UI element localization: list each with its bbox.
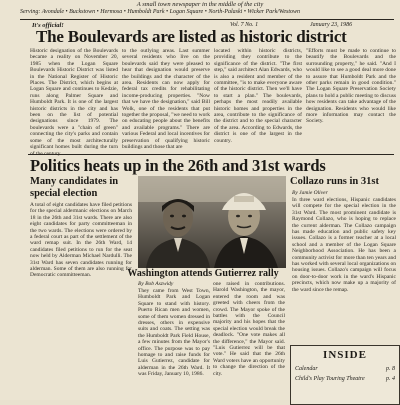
- rally-photo: [138, 176, 286, 268]
- masthead-neighborhoods: Serving: Avondale • Buckstown • Hermosa • Humboldt Park • Logan Square • North-Palaski • Wicker Park/Westown: [20, 9, 301, 15]
- inside-item-label: Child's Play Touring Theatre: [295, 376, 365, 382]
- collazo-col-1: In three ward elections, Hispanic candidates will compete for the special election in the 31st Ward. The most prominent candidate is Raymond Collazo, who is hoping to replace the current alderman. The Collazo campaign has made education and public safety key issues. Collazo is a former teacher at a local school and a member of the Logan Square Neighborhood Association. He has been a community activist for more than ten years and has worked with several local organizations on housing issues. Collazo's campaign will focus on door-to-door work in the ward's Hispanic precincts, which now make up a majority of the ward since the remap.: [292, 197, 397, 293]
- boulevards-col-2: to the outlying areas. Last summer several residents who live on the boulevards said they were pleased to hear that designation would preserve the buildings and the character of the area. Residents can now apply for federal tax credits for rehabilitating income-producing properties. "Now that we have the designation," said Bill Wolk, one of the residents that put together the proposal, "we need to work on educating people about the benefits and available programs." There are various Federal and local incentives for preservation of qualifying historic buildings and those that are: [122, 48, 210, 151]
- official-stamp: It's official!: [32, 22, 64, 29]
- collazo-headline: Collazo runs in 31st: [290, 176, 379, 187]
- rally-headline: Washington attends Gutierrez rally: [127, 268, 279, 279]
- collazo-byline: By Jamie Oliver: [292, 190, 328, 196]
- inside-item-theatre[interactable]: [295, 376, 395, 382]
- boulevards-col-1: Historic designation of the Boulevards became a reality on November 20, 1985 when the Logan Square Boulevards Historic District was listed in the National Register of Historic Places. The District, which begins at Logan Square and continues to Kedzie, runs along Palmer Square and Humboldt Park. It is one of the largest historic districts in the city and has been on the list of potential designations since 1979. The boulevards were a "chain of green" connecting the city's parks and contain some of the most architecturally significant homes built during the turn: [30, 48, 118, 151]
- inside-item-page: p. 4: [386, 376, 395, 382]
- masthead-tagline: A small town newspaper in the middle of the city: [136, 1, 264, 8]
- volume-label: Vol. 7 No. 1: [230, 22, 259, 28]
- rally-col-2: one raised in contributions. Harold Washington, the mayor, entered the room and was greeted with cheers from the crowd. The Mayor spoke of the battles with the Council majority and his hopes that the special election would break the deadlock. "One vote makes all the difference," the Mayor said. "Luis Gutierrez will be that vote." He said that the 26th Ward voters have an opportunity to change the direction of the city.: [213, 281, 285, 377]
- inside-item-label: Calendar: [295, 366, 318, 372]
- inside-title: INSIDE: [323, 349, 367, 361]
- boulevards-col-3: located within historic districts, providing they contribute to the significance of the district. "The first step," said architect Alan Edwards, who is also a resident and member of the committee, "is to make everyone aware of the historic district. Then we'll have to start a plan." The boulevards, perhaps the most readily available historic homes and properties in the area, contribute to the significance of the district and to the special character of the area. According to Edwards, the district is one of the largest in the country.: [214, 48, 302, 144]
- rally-col-1: They came from West Town, Humboldt Park and Logan Square to stand with history. Puerto Rican men and women, some of them women dressed in dresses, others in expensive suits and coats. The setting was the Humboldt Park Field House, a few minutes from the Mayor's office. The purpose was to pay homage to and raise funds for Luis Gutierrez, candidate for alderman in the 26th Ward. It was Friday, January 10, 1986.: [138, 288, 210, 378]
- section-rule: [28, 154, 394, 155]
- rally-byline: By Bob Aszwidy: [138, 281, 174, 287]
- boulevards-col-4: "Efforts must be made to continue to beautify the Boulevards and the surrounding property," he said. "And I would like to see a good deal more done to assure that Humboldt Park and the other parks remain in good condition." The Logan Square Preservation Society plans to hold a public meeting to discuss how residents can take advantage of the designation. Residents who would like more information may contact the Society.: [306, 48, 396, 125]
- inside-item-page: p. 8: [386, 366, 395, 372]
- candidates-col-1: A total of eight candidates have filed petitions for the special aldermanic elections on March 18 in the 26th and 31st wards. There are also eight candidates for party committeeman in the two wards. The elections were ordered by a federal court as part of the settlement of the ward remap suit. In the 26th Ward, 14 candidates filed petitions to run for the seat now held by Alderman Michael Nardulli. The 31st Ward has seven candidates running for alderman. Some of them are also running for Democratic committeeman.: [30, 202, 132, 279]
- candidates-subhead: Many candidates in special election: [30, 176, 119, 199]
- inside-index-box: [290, 345, 400, 405]
- politics-headline: Politics heats up in the 26th and 31st wards: [30, 156, 326, 175]
- masthead-rule: [20, 19, 394, 20]
- rally-photo-graphic: [138, 176, 286, 268]
- issue-date: January 23, 1986: [310, 22, 353, 28]
- boulevards-headline: The Boulevards are listed as historic district: [36, 27, 347, 46]
- inside-item-calendar[interactable]: [295, 366, 395, 372]
